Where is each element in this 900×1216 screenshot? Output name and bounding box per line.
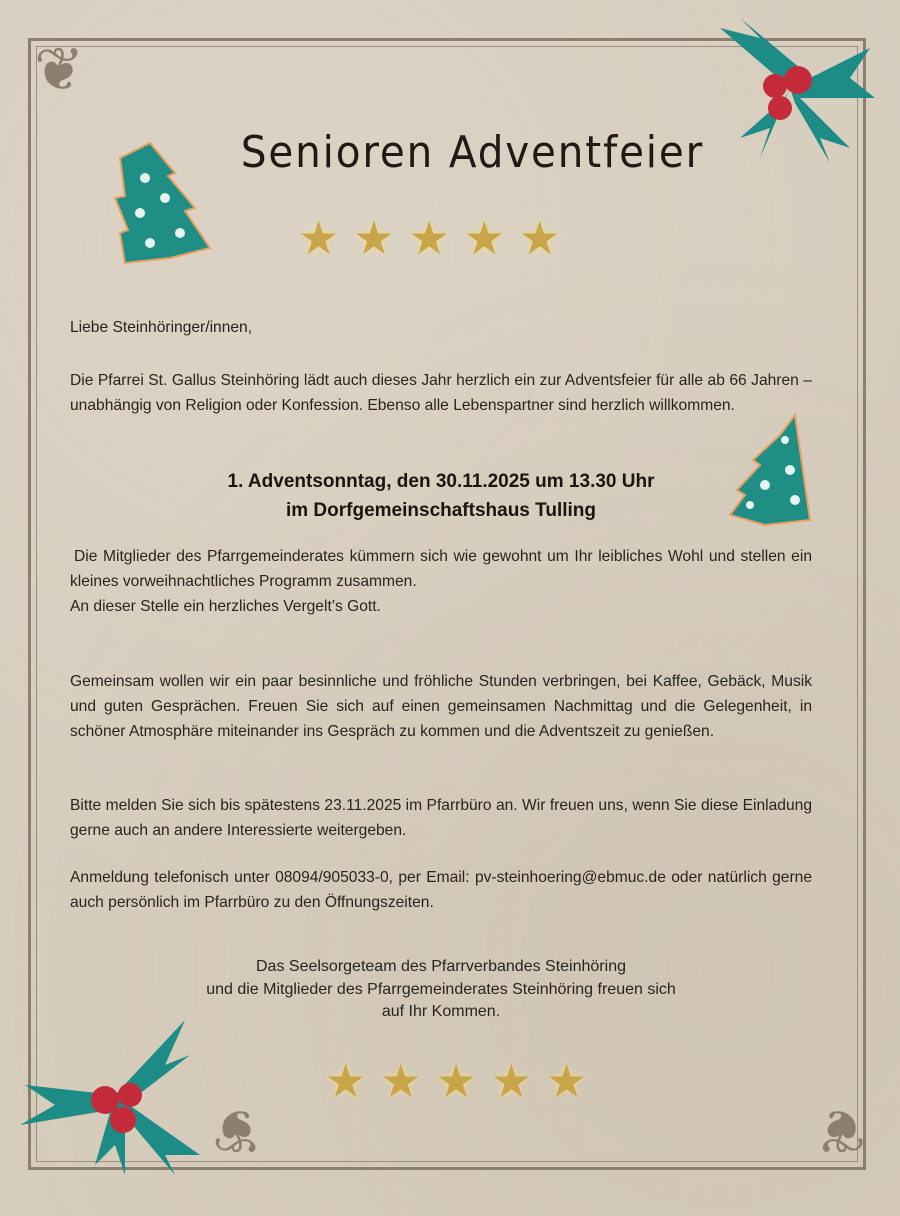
paragraph-thanks: An dieser Stelle ein herzliches Vergelt’s Gott. [70,598,381,615]
paragraph-program-text: Die Mitglieder des Pfarrgemeinderates kümmern sich wie gewohnt um Ihr leibliches Wohl und stellen ein kleines vorweihnachtliches Programm zusammen. [70,548,812,590]
star-icon: ★ [546,1055,588,1107]
holly-icon [15,1015,205,1175]
star-icon: ★ [325,1055,367,1107]
closing-line-1: Das Seelsorgeteam des Pfarrverbandes Steinhöring [256,958,626,975]
greeting: Liebe Steinhöringer/innen, [70,319,253,336]
star-icon: ★ [353,212,395,264]
paragraph-invitation: Die Pfarrei St. Gallus Steinhöring lädt auch dieses Jahr herzlich ein zur Adventsfeier für alle ab 66 Jahren – unabhängig von Religion oder Konfession. Ebenso alle Lebenspartner sind herzlich willkommen. [70,372,812,414]
closing [70,956,812,1024]
paragraph-together: Gemeinsam wollen wir ein paar besinnliche und fröhliche Stunden verbringen, bei Kaffee, Gebäck, Musik und guten Gesprächen. Freuen Sie sich auf einen gemeinsamen Nachmittag und die Gelegenheit, in schöner Atmosphäre miteinander ins Gespräch zu kommen und die Adventszeit zu genießen. [70,673,812,740]
paragraph-contact: Anmeldung telefonisch unter 08094/905033-0, per Email: pv-steinhoering@ebmuc.de oder natürlich gerne auch persönlich im Pfarrbüro zu den Öffnungszeiten. [70,869,812,911]
star-icon: ★ [490,1055,532,1107]
page-title: Senioren Adventfeier [240,127,705,179]
paragraph-program [70,544,812,619]
ornament-top-left-icon: ❦ [34,36,85,103]
star-icon: ★ [519,212,561,264]
closing-line-3: auf Ihr Kommen. [381,1003,501,1020]
event-details [70,467,812,525]
closing-line-2: und die Mitglieder des Pfarrgemeinderates Steinhöring freuen sich [206,980,676,998]
star-icon: ★ [435,1055,477,1107]
event-location: im Dorfgemeinschaftshaus Tulling [285,500,597,521]
star-icon: ★ [298,212,340,264]
ornament-bottom-right-icon: ❦ [815,1097,866,1164]
event-date: 1. Adventsonntag, den 30.11.2025 um 13.30 Uhr [227,471,655,492]
star-icon: ★ [380,1055,422,1107]
stars-bottom [325,1055,588,1107]
star-icon: ★ [463,212,505,264]
ornament-bottom-left-icon: ❦ [212,1097,263,1164]
stars-top [298,212,561,264]
paragraph-registration: Bitte melden Sie sich bis spätestens 23.11.2025 im Pfarrbüro an. Wir freuen uns, wenn Sie diese Einladung gerne auch an andere Interessierte weitergeben. [70,797,812,839]
star-icon: ★ [408,212,450,264]
